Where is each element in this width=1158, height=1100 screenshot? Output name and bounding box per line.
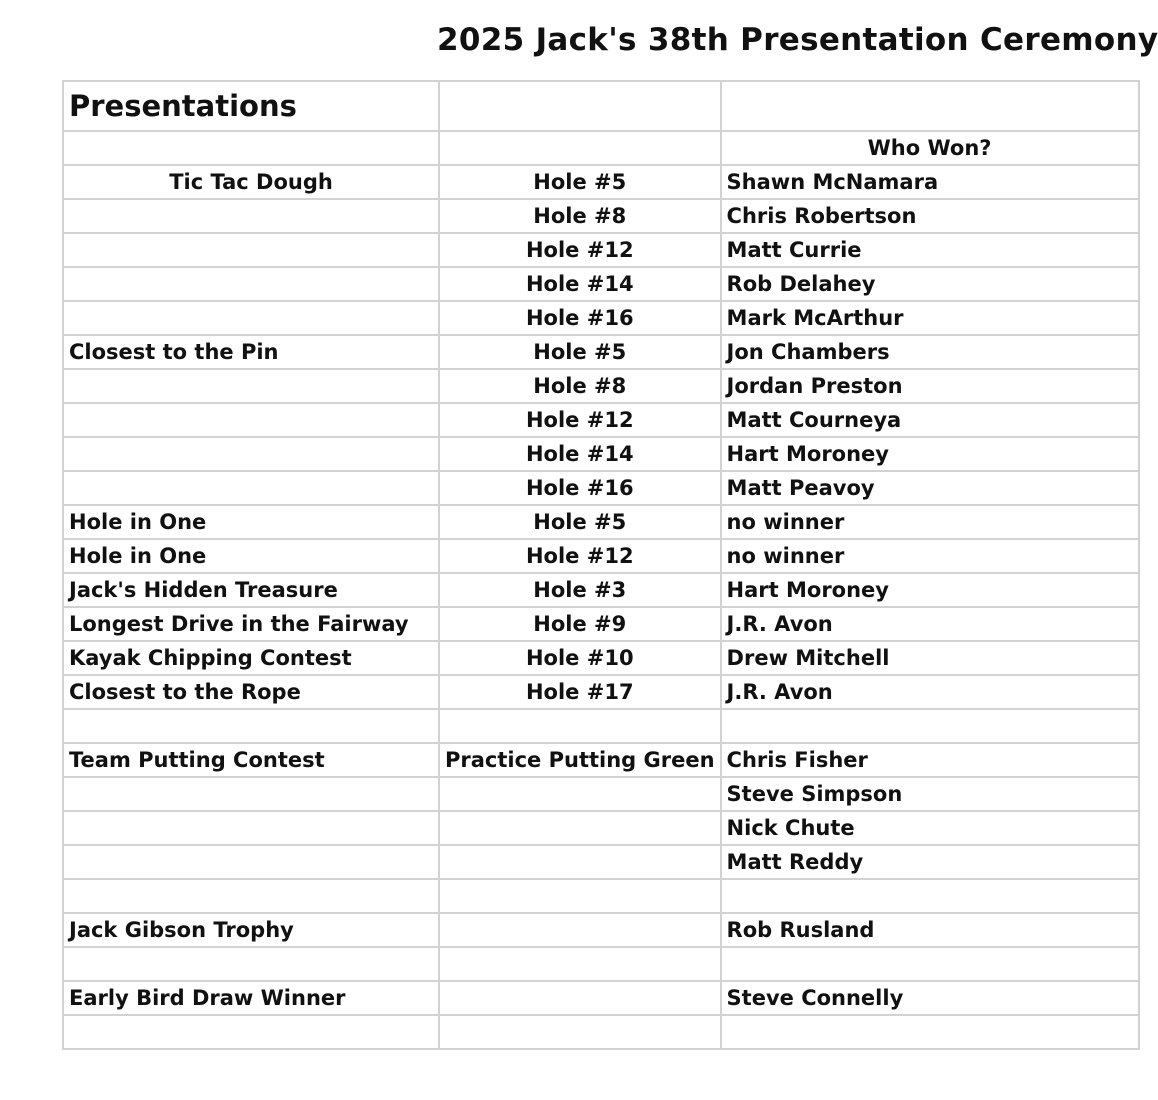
location-cell[interactable] — [439, 709, 721, 743]
winner-cell[interactable] — [721, 709, 1139, 743]
event-cell[interactable] — [63, 403, 439, 437]
location-cell[interactable]: Hole #10 — [439, 641, 721, 675]
table-row — [63, 267, 1139, 301]
event-cell[interactable] — [63, 879, 439, 913]
winner-cell[interactable]: Jon Chambers — [721, 335, 1139, 369]
section-header-row — [63, 81, 1139, 131]
event-cell[interactable]: Longest Drive in the Fairway — [63, 607, 439, 641]
table-row — [63, 233, 1139, 267]
location-cell[interactable] — [439, 1015, 721, 1049]
event-cell[interactable] — [63, 267, 439, 301]
winner-cell[interactable]: Matt Peavoy — [721, 471, 1139, 505]
location-cell[interactable]: Hole #9 — [439, 607, 721, 641]
location-cell[interactable]: Hole #12 — [439, 539, 721, 573]
winner-cell[interactable]: Rob Delahey — [721, 267, 1139, 301]
winner-cell[interactable]: Hart Moroney — [721, 437, 1139, 471]
table-row — [63, 709, 1139, 743]
table-row — [63, 437, 1139, 471]
winner-cell[interactable]: Matt Courneya — [721, 403, 1139, 437]
location-cell[interactable]: Hole #16 — [439, 301, 721, 335]
location-cell[interactable]: Hole #8 — [439, 369, 721, 403]
location-cell[interactable]: Hole #14 — [439, 267, 721, 301]
location-cell[interactable]: Hole #3 — [439, 573, 721, 607]
table-row — [63, 913, 1139, 947]
column-header-row — [63, 131, 1139, 165]
winner-cell[interactable]: Rob Rusland — [721, 913, 1139, 947]
location-cell[interactable]: Hole #17 — [439, 675, 721, 709]
event-cell[interactable] — [63, 369, 439, 403]
table-cell[interactable] — [439, 131, 721, 165]
winner-cell[interactable]: Jordan Preston — [721, 369, 1139, 403]
location-cell[interactable]: Hole #5 — [439, 505, 721, 539]
location-cell[interactable]: Hole #12 — [439, 233, 721, 267]
event-cell[interactable] — [63, 233, 439, 267]
winner-cell[interactable]: Shawn McNamara — [721, 165, 1139, 199]
location-cell[interactable]: Practice Putting Green — [439, 743, 721, 777]
winner-cell[interactable]: no winner — [721, 505, 1139, 539]
event-cell[interactable]: Tic Tac Dough — [63, 165, 439, 199]
location-cell[interactable]: Hole #14 — [439, 437, 721, 471]
event-cell[interactable] — [63, 301, 439, 335]
page-title: 2025 Jack's 38th Presentation Ceremony — [437, 22, 1158, 58]
winner-cell[interactable]: J.R. Avon — [721, 675, 1139, 709]
table-row — [63, 471, 1139, 505]
table-cell[interactable] — [439, 81, 721, 131]
table-row — [63, 301, 1139, 335]
table-row — [63, 811, 1139, 845]
table-cell[interactable] — [721, 81, 1139, 131]
winner-cell[interactable]: Chris Robertson — [721, 199, 1139, 233]
table-row — [63, 573, 1139, 607]
winner-cell[interactable]: Matt Reddy — [721, 845, 1139, 879]
event-cell[interactable] — [63, 437, 439, 471]
location-cell[interactable]: Hole #12 — [439, 403, 721, 437]
winner-cell[interactable]: no winner — [721, 539, 1139, 573]
table-row — [63, 777, 1139, 811]
winner-cell[interactable]: Nick Chute — [721, 811, 1139, 845]
table-row — [63, 165, 1139, 199]
winner-cell[interactable]: Steve Connelly — [721, 981, 1139, 1015]
table-row — [63, 199, 1139, 233]
table-row — [63, 1015, 1139, 1049]
table-row — [63, 369, 1139, 403]
winner-cell[interactable] — [721, 879, 1139, 913]
winner-cell[interactable]: J.R. Avon — [721, 607, 1139, 641]
winner-cell[interactable]: Steve Simpson — [721, 777, 1139, 811]
table-row — [63, 675, 1139, 709]
event-cell[interactable]: Jack Gibson Trophy — [63, 913, 439, 947]
table-row — [63, 539, 1139, 573]
table-row — [63, 879, 1139, 913]
location-cell[interactable]: Hole #8 — [439, 199, 721, 233]
winner-cell[interactable]: Drew Mitchell — [721, 641, 1139, 675]
table-row — [63, 335, 1139, 369]
event-cell[interactable]: Team Putting Contest — [63, 743, 439, 777]
location-cell[interactable] — [439, 981, 721, 1015]
event-cell[interactable] — [63, 845, 439, 879]
event-cell[interactable] — [63, 709, 439, 743]
event-cell[interactable]: Early Bird Draw Winner — [63, 981, 439, 1015]
winner-cell[interactable]: Matt Currie — [721, 233, 1139, 267]
location-cell[interactable] — [439, 777, 721, 811]
event-cell[interactable] — [63, 199, 439, 233]
event-cell[interactable]: Jack's Hidden Treasure — [63, 573, 439, 607]
event-cell[interactable]: Closest to the Rope — [63, 675, 439, 709]
location-cell[interactable]: Hole #16 — [439, 471, 721, 505]
event-cell[interactable] — [63, 471, 439, 505]
table-body — [63, 81, 1139, 1049]
table-row — [63, 743, 1139, 777]
event-cell[interactable]: Closest to the Pin — [63, 335, 439, 369]
winner-cell[interactable]: Chris Fisher — [721, 743, 1139, 777]
table-row — [63, 947, 1139, 981]
table-row — [63, 505, 1139, 539]
event-cell[interactable]: Kayak Chipping Contest — [63, 641, 439, 675]
presentation-table — [62, 80, 1140, 1050]
winner-cell[interactable] — [721, 1015, 1139, 1049]
event-cell[interactable] — [63, 1015, 439, 1049]
location-cell[interactable] — [439, 845, 721, 879]
table-row — [63, 641, 1139, 675]
event-cell[interactable] — [63, 777, 439, 811]
event-cell[interactable] — [63, 811, 439, 845]
table-row — [63, 981, 1139, 1015]
who-won-header[interactable]: Who Won? — [721, 131, 1139, 165]
event-cell[interactable]: Hole in One — [63, 505, 439, 539]
event-cell[interactable]: Hole in One — [63, 539, 439, 573]
location-cell[interactable] — [439, 913, 721, 947]
location-cell[interactable] — [439, 811, 721, 845]
winner-cell[interactable]: Mark McArthur — [721, 301, 1139, 335]
table-row — [63, 403, 1139, 437]
winner-cell[interactable] — [721, 947, 1139, 981]
location-cell[interactable] — [439, 879, 721, 913]
table-cell[interactable] — [63, 131, 439, 165]
event-cell[interactable] — [63, 947, 439, 981]
section-title[interactable]: Presentations — [63, 81, 439, 131]
winner-cell[interactable]: Hart Moroney — [721, 573, 1139, 607]
location-cell[interactable]: Hole #5 — [439, 165, 721, 199]
table-row — [63, 607, 1139, 641]
table-row — [63, 845, 1139, 879]
location-cell[interactable]: Hole #5 — [439, 335, 721, 369]
location-cell[interactable] — [439, 947, 721, 981]
